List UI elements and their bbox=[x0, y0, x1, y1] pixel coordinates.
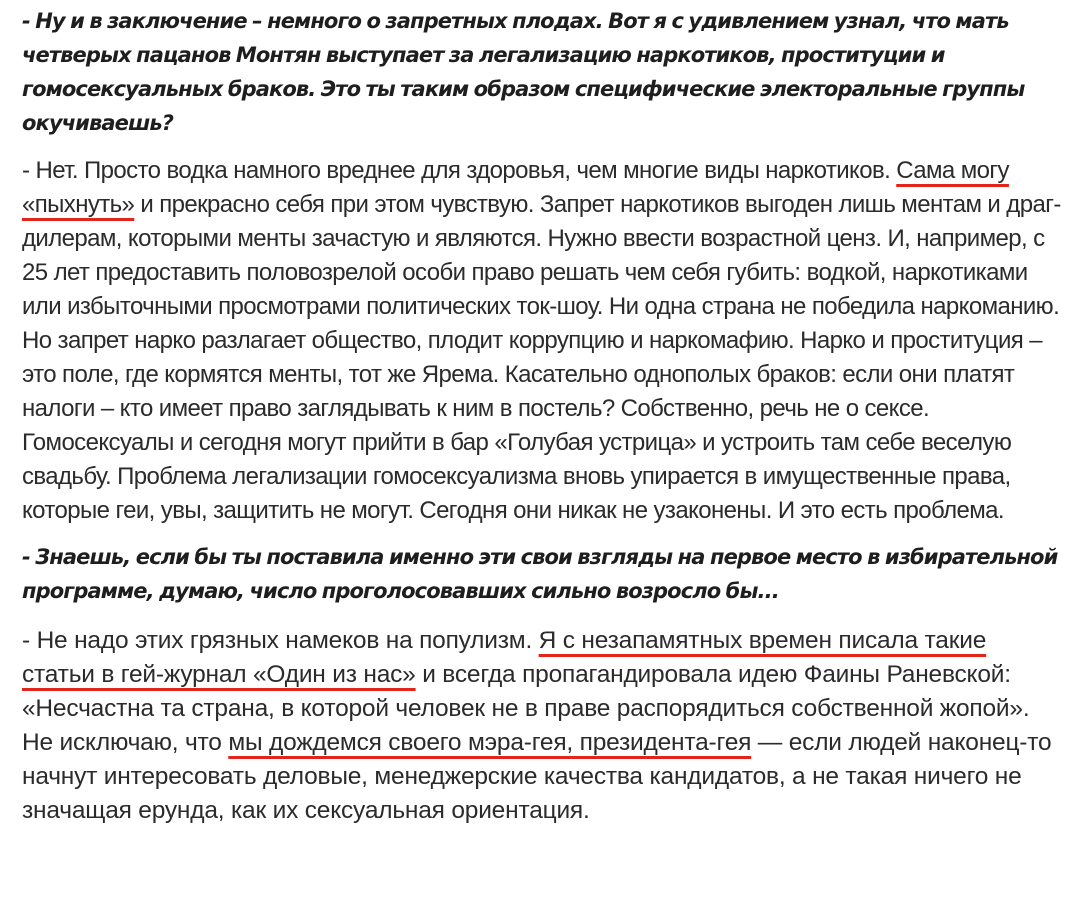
interview-article bbox=[22, 4, 1062, 828]
answer-2 bbox=[22, 624, 1062, 828]
answer-2-text-start: - Не надо этих грязных намеков на популизм. bbox=[22, 627, 539, 654]
answer-2-text-end: — если людей наконец-то начнут интересовать деловые, менеджерские качества кандидатов, а не такая ничего не значащая ерунда, как их сексуальная ориентация. bbox=[22, 729, 1052, 824]
answer-1-text-start: - Нет. Просто водка намного вреднее для здоровья, чем многие виды наркотиков. bbox=[22, 157, 897, 184]
answer-2-text-middle: и всегда пропагандировала идею Фаины Раневской: «Несчастна та страна, в которой человек не в праве распорядиться собственной жопой». Не исключаю, что bbox=[22, 661, 1030, 756]
answer-1 bbox=[22, 154, 1062, 528]
question-2: - Знаешь, если бы ты поставила именно эти свои взгляды на первое место в избирательной программе, думаю, число проголосовавших сильно возросло бы... bbox=[22, 545, 1058, 603]
question-1: - Ну и в заключение – немного о запретных плодах. Вот я с удивлением узнал, что мать четверых пацанов Монтян выступает за легализацию наркотиков, проституции и гомосексуальных браков. Это ты таким образом специфические электоральные группы окучиваешь? bbox=[22, 9, 1025, 135]
answer-1-text-rest: и прекрасно себя при этом чувствую. Запрет наркотиков выгоден лишь ментам и драг-дилерам, которыми менты зачастую и являются. Нужно ввести возрастной ценз. И, например, с 25 лет предоставить половозрелой особи право решать чем себя губить: водкой, наркотиками или избыточными просмотрами политических ток-шоу. Ни одна страна не победила наркоманию. Но запрет нарко разлагает общество, плодит коррупцию и наркомафию. Нарко и проституция – это поле, где кормятся менты, тот же Ярема. Касательно однополых браков: если они платят налоги – кто имеет право заглядывать к ним в постель? Собственно, речь не о сексе. Гомосексуалы и сегодня могут прийти в бар «Голубая устрица» и устроить там себе веселую свадьбу. Проблема легализации гомосексуализма вновь упирается в имущественные права, которые геи, увы, защитить не могут. Сегодня они никак не узаконены. И это есть проблема. bbox=[22, 191, 1061, 524]
red-underline-highlight-1: Сама могу «пыхнуть» bbox=[22, 157, 1009, 218]
red-underline-highlight-3: мы дождемся своего мэра-гея, президента-гея bbox=[228, 729, 752, 756]
red-underline-highlight-2: Я с незапамятных времен писала такие статьи в гей-журнал «Один из нас» bbox=[22, 627, 987, 688]
